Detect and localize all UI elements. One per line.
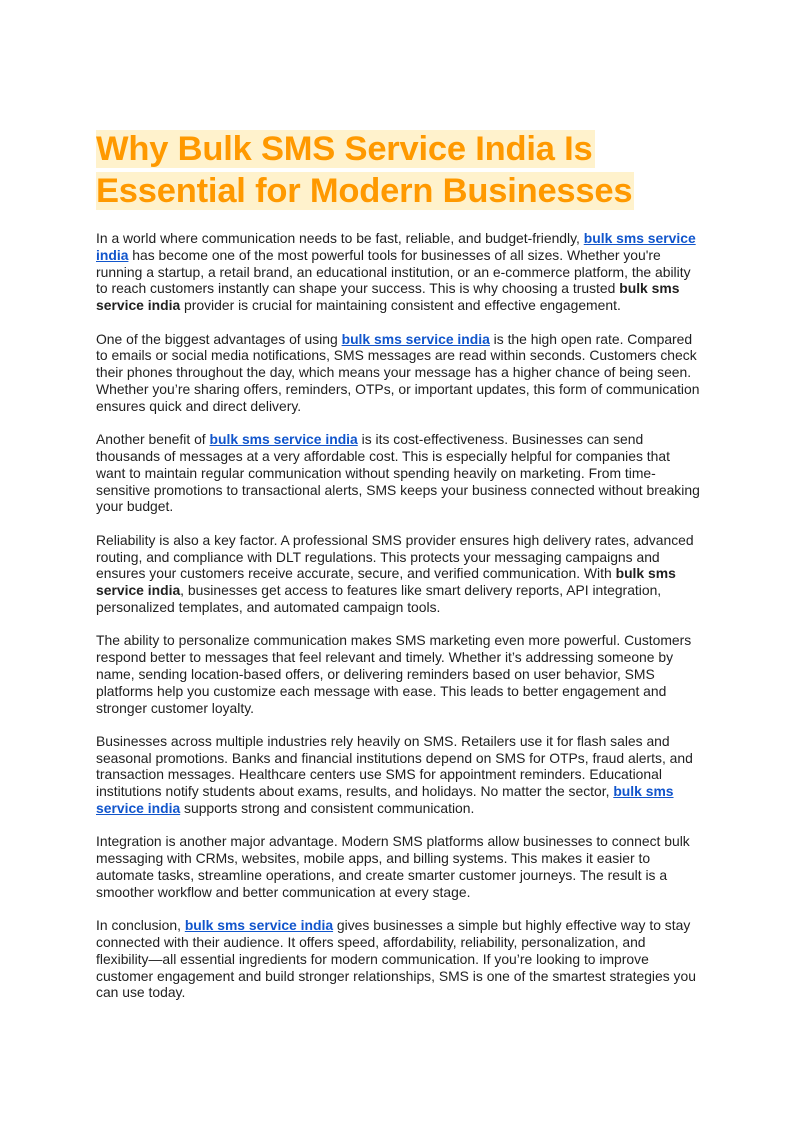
paragraph-open-rate: One of the biggest advantages of using bulk sms service india is the high open rate. Compared to emails or social media notifications, SMS messages are read within seconds. Customers check their phones throughout the day, which means your message has a higher chance of being seen. Whether you’re sharing offers, reminders, OTPs, or important updates, this form of communication ensures quick and direct delivery. [96,330,700,414]
keyword-bold: bulk sms service india [96,565,676,599]
paragraph-industries: Businesses across multiple industries rely heavily on SMS. Retailers use it for flash sales and seasonal promotions. Banks and financial institutions depend on SMS for OTPs, fraud alerts, and transaction messages. Healthcare centers use SMS for appointment reminders. Educational institutions notify students about exams, results, and holidays. No matter the sector, bulk sms service india supports strong and consistent communication. [96,732,693,817]
keyword-bold: bulk sms service india [96,280,680,314]
paragraph-personalize: The ability to personalize communication makes SMS marketing even more powerful. Customers respond better to messages that feel relevant and timely. Whether it’s addressing someone by name, sending location-based offers, or delivering reminders based on user behavior, SMS platforms help you customize each message with ease. This leads to better engagement and stronger customer loyalty. [96,632,692,716]
paragraph-intro: In a world where communication needs to be fast, reliable, and budget-friendly, bulk sms service india has become one of the most powerful tools for businesses of all sizes. Whether you're running a startup, a retail brand, an educational institution, or an e-commerce platform, the ability to reach customers instantly can shape your success. This is why choosing a trusted bulk sms service india provider is crucial for maintaining consistent and effective engagement. [96,230,696,314]
page-title [96,128,700,212]
title-line-1: Why Bulk SMS Service India Is [96,130,593,168]
keyword-link[interactable]: bulk sms service india [96,783,674,817]
paragraph-integration: Integration is another major advantage. Modern SMS platforms allow businesses to connect bulk messaging with CRMs, websites, mobile apps, and billing systems. This makes it easier to automate tasks, streamline operations, and create smarter customer journeys. The result is a smoother workflow and better communication at every stage. [96,833,690,900]
document-page [96,128,700,1018]
keyword-link[interactable]: bulk sms service india [184,917,334,934]
paragraph-conclusion: In conclusion, bulk sms service india gives businesses a simple but highly effective way to stay connected with their audience. It offers speed, affordability, reliability, personalization, and flexibility—all essential ingredients for modern communication. If you’re looking to improve customer engagement and build stronger relationships, SMS is one of the smartest strategies you can use today. [96,917,696,1001]
article-body [96,230,700,1001]
paragraph-cost: Another benefit of bulk sms service india is its cost-effectiveness. Businesses can send thousands of messages at a very affordable cost. This is especially helpful for companies that want to maintain regular communication without spending heavily on marketing. From time-sensitive promotions to transactional alerts, SMS keeps your business connected without breaking your budget. [96,431,700,515]
keyword-link[interactable]: bulk sms service india [96,230,696,263]
keyword-link[interactable]: bulk sms service india [341,330,490,347]
title-line-2: Essential for Modern Businesses [96,172,633,210]
paragraph-reliability: Reliability is also a key factor. A professional SMS provider ensures high delivery rates, advanced routing, and compliance with DLT regulations. This protects your messaging campaigns and ensures your customers receive accurate, secure, and verified communication. With bulk sms service india, businesses get access to features like smart delivery reports, API integration, personalized templates, and automated campaign tools. [96,531,694,615]
keyword-link[interactable]: bulk sms service india [209,431,358,448]
